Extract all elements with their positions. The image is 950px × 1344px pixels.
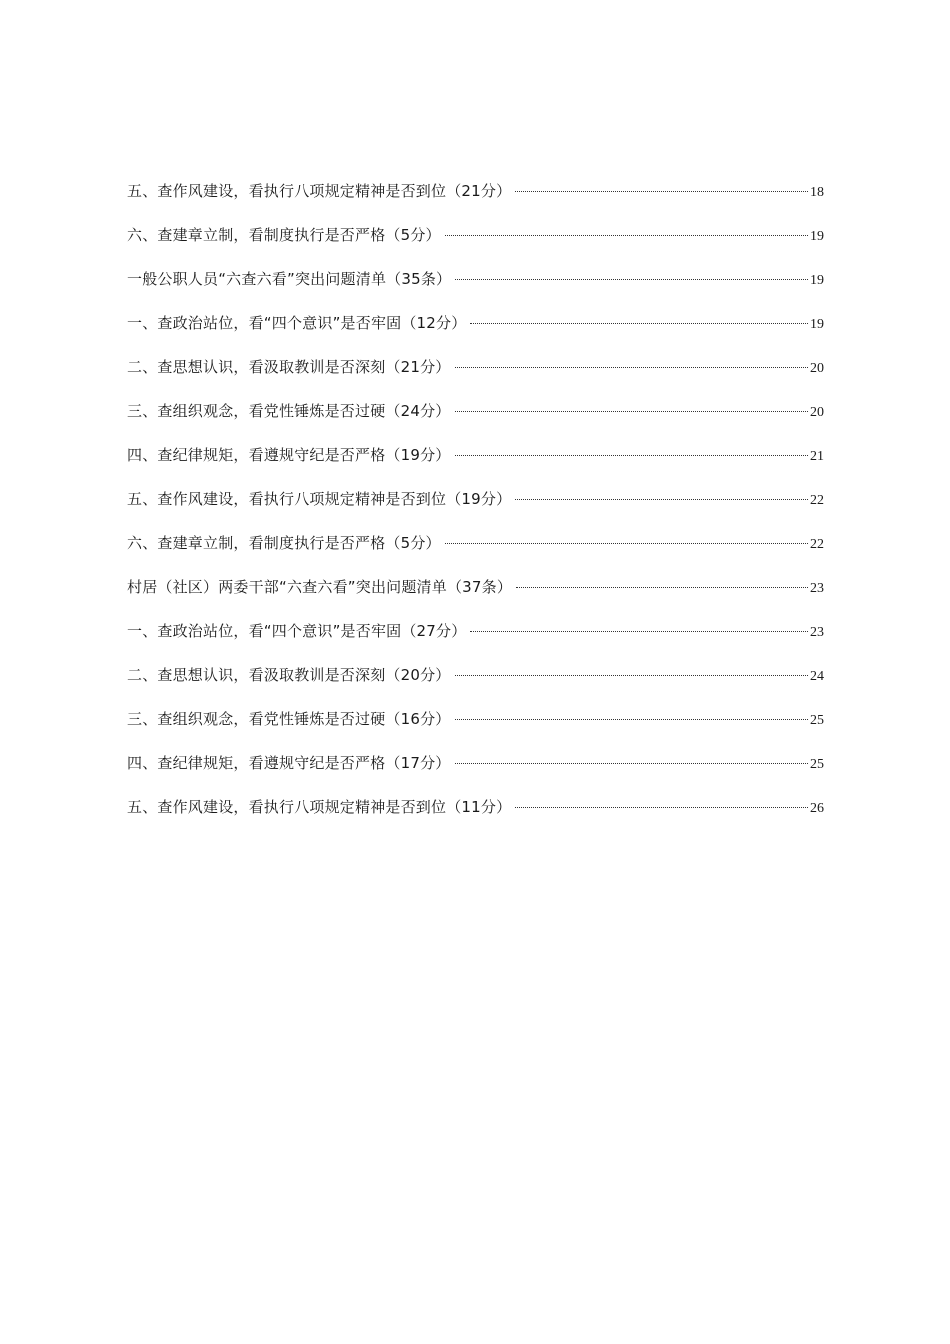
toc-dot-leader bbox=[455, 675, 809, 676]
toc-entry-title: 村居（社区）两委干部“六查六看”突出问题清单（37条） bbox=[127, 578, 513, 596]
toc-entry[interactable] bbox=[127, 618, 824, 662]
toc-dot-leader bbox=[455, 367, 809, 368]
toc-entry-page: 23 bbox=[810, 625, 824, 640]
toc-entry-title: 三、查组织观念，看党性锤炼是否过硬（16分） bbox=[127, 710, 451, 728]
toc-dot-leader bbox=[516, 587, 808, 588]
toc-dot-leader bbox=[445, 235, 808, 236]
toc-entry-title: 五、查作风建设，看执行八项规定精神是否到位（21分） bbox=[127, 182, 512, 200]
toc-entry-title: 六、查建章立制，看制度执行是否严格（5分） bbox=[127, 534, 441, 552]
toc-entry-title: 三、查组织观念，看党性锤炼是否过硬（24分） bbox=[127, 402, 451, 420]
toc-entry-page: 19 bbox=[810, 229, 824, 244]
toc-entry[interactable] bbox=[127, 222, 824, 266]
toc-entry-title: 二、查思想认识，看汲取教训是否深刻（21分） bbox=[127, 358, 451, 376]
toc-entry-title: 四、查纪律规矩，看遵规守纪是否严格（17分） bbox=[127, 754, 451, 772]
toc-entry-page: 26 bbox=[810, 801, 824, 816]
toc-entry[interactable] bbox=[127, 530, 824, 574]
toc-entry-title: 四、查纪律规矩，看遵规守纪是否严格（19分） bbox=[127, 446, 451, 464]
toc-entry-title: 五、查作风建设，看执行八项规定精神是否到位（19分） bbox=[127, 490, 512, 508]
toc-entry-page: 21 bbox=[810, 449, 824, 464]
toc-entry-page: 20 bbox=[810, 361, 824, 376]
toc-entry[interactable] bbox=[127, 178, 824, 222]
toc-dot-leader bbox=[455, 763, 809, 764]
toc-entry-title: 一、查政治站位，看“四个意识”是否牢固（12分） bbox=[127, 314, 467, 332]
toc-dot-leader bbox=[445, 543, 808, 544]
toc-entry-page: 25 bbox=[810, 713, 824, 728]
toc-entry[interactable] bbox=[127, 750, 824, 794]
toc-entry-page: 22 bbox=[810, 537, 824, 552]
toc-dot-leader bbox=[515, 807, 808, 808]
toc-entry[interactable] bbox=[127, 310, 824, 354]
toc-entry-page: 19 bbox=[810, 273, 824, 288]
toc-dot-leader bbox=[470, 323, 808, 324]
toc-entry[interactable] bbox=[127, 266, 824, 310]
toc-dot-leader bbox=[455, 719, 809, 720]
toc-entry[interactable] bbox=[127, 706, 824, 750]
toc-entry[interactable] bbox=[127, 398, 824, 442]
toc-dot-leader bbox=[455, 411, 809, 412]
toc-entry-page: 22 bbox=[810, 493, 824, 508]
toc-entry-title: 二、查思想认识，看汲取教训是否深刻（20分） bbox=[127, 666, 451, 684]
toc-entry-page: 23 bbox=[810, 581, 824, 596]
toc-entry-title: 一般公职人员“六查六看”突出问题清单（35条） bbox=[127, 270, 452, 288]
toc-entry[interactable] bbox=[127, 794, 824, 838]
toc-entry-page: 19 bbox=[810, 317, 824, 332]
toc-entry[interactable] bbox=[127, 486, 824, 530]
toc-entry-page: 24 bbox=[810, 669, 824, 684]
toc-entry[interactable] bbox=[127, 354, 824, 398]
toc-dot-leader bbox=[515, 499, 808, 500]
toc-entry[interactable] bbox=[127, 574, 824, 618]
toc-dot-leader bbox=[470, 631, 808, 632]
table-of-contents bbox=[127, 178, 824, 838]
toc-dot-leader bbox=[515, 191, 808, 192]
toc-entry-title: 一、查政治站位，看“四个意识”是否牢固（27分） bbox=[127, 622, 467, 640]
toc-entry-title: 六、查建章立制，看制度执行是否严格（5分） bbox=[127, 226, 441, 244]
toc-entry-page: 25 bbox=[810, 757, 824, 772]
toc-dot-leader bbox=[455, 279, 808, 280]
toc-entry[interactable] bbox=[127, 662, 824, 706]
toc-entry-title: 五、查作风建设，看执行八项规定精神是否到位（11分） bbox=[127, 798, 512, 816]
toc-entry[interactable] bbox=[127, 442, 824, 486]
toc-dot-leader bbox=[455, 455, 809, 456]
toc-entry-page: 20 bbox=[810, 405, 824, 420]
toc-entry-page: 18 bbox=[810, 185, 824, 200]
